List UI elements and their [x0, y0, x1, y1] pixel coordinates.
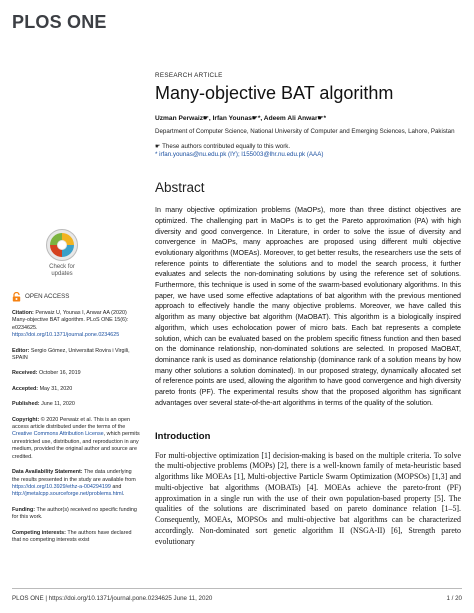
citation-doi-link[interactable]: https://doi.org/10.1371/journal.pone.0234625	[12, 332, 120, 339]
page-number: 1 / 20	[446, 595, 462, 602]
abstract-text: In many objective optimization problems (MaOPs), more than three distinct objectives are optimized. The challenging part in MaOPs is to get the Pareto approximation (PA) with high diversity and good convergence. In Literature, in order to solve the issue of diversity and convergence in MaOPs, many approaches are proposed using different multi objective evolutionary algorithms (MOEAs). Moreover, to get better results, the researchers use the sets of reference points to differentiate the solutions and to model the search process, it further evaluates and selects the non-dominating solutions by using the reference set of solutions. Furthermore, this technique is used in some of the swarm-based evolutionary algorithms. In this paper, we have used some effective adaptations of bat algorithm with the previous mentioned approach to effectively handle the many objective problems. Moreover, we have called this algorithm as many objective bat algorithm (MaOBAT). This algorithm is a biologically inspired algorithm, which uses echolocation power of micro bats. Each bat represents a complete solution, which can be evaluated based on the problem specific fitness function and then based on the dominance relationship, non-dominated solutions are selected. In proposed MaOBAT, dominance rank is used as dominance relationship (dominance rank of a solution means by how many other solutions a solution dominated). In our proposed strategy, dynamically allocated set of reference points are used, allowing the algorithm to have good convergence and high diversity pareto fronts (PF). The experimental results show that the proposed algorithm has significant advantages over several state-of-the-art algorithms in terms of the quality of the solution.	[155, 206, 461, 407]
page-footer	[12, 595, 462, 602]
article-sidebar	[12, 292, 140, 552]
introduction-text: For multi-objective optimization [1] decision-making is based on the multiple criteria. To solve the multi-objective problems (MOPs) [2], there is a well-known family of meta-heuristic based algorithms like MOEAs [1], Multi-objective Particle Swarm Optimization (MOPSOs) [1,3] and multi-objective bat algorithms (MOBATs) [4]. MOEAs achieve the pareto-front (PF) approximation in a single run with the use of their own population-based property [5]. The qualities of the solutions are discriminated based on pareto dominance relation [1–5]. Consequently, MOEAs, MOPSOs and multi-objective bat algorithms can be characterized accordingly. Non-dominated sort genetic algorithm II (NSGA-II) [6], Strength pareto evolutionary	[155, 450, 461, 546]
footer-divider	[12, 588, 462, 589]
editor-block: Editor: Sergio Gómez, Universitat Rovira i Virgili, SPAIN	[12, 347, 130, 362]
check-for-updates-badge[interactable]	[40, 228, 84, 278]
data-link-jmetal[interactable]: http://jmetalcpp.sourceforge.net/problems.html	[12, 491, 123, 498]
affiliation: Department of Computer Science, National University of Computer and Emerging Sciences, Lahore, Pakistan	[155, 127, 455, 135]
accepted-block: Accepted: May 31, 2020	[12, 385, 73, 392]
check-updates-label: Check for updates	[49, 264, 75, 277]
check-updates-icon	[45, 228, 79, 262]
footer-citation[interactable]: PLOS ONE | https://doi.org/10.1371/journal.pone.0234625 June 11, 2020	[12, 595, 213, 602]
article-type: RESEARCH ARTICLE	[155, 72, 223, 79]
journal-logo[interactable]: PLOS ONE	[12, 12, 107, 32]
author-notes	[155, 143, 461, 160]
funding-block: Funding: The author(s) received no specific funding for this work.	[12, 506, 137, 521]
abstract-heading: Abstract	[155, 180, 205, 196]
copyright-block: Copyright: © 2020 Perwaiz et al. This is an open access article distributed under the terms of the Creative Commons Attribution License, which permits unrestricted use, distribution, and reproduction in any medium, provided the original author and source are credited.	[12, 416, 140, 460]
citation-block: Citation: Perwaiz U, Younas I, Anwar AA (2020) Many-objective BAT algorithm. PLoS ONE 15(6): e0234625. https://doi.org/10.1371/journal.pone.0234625	[12, 310, 129, 339]
equal-contribution-note: ☛ These authors contributed equally to this work.	[155, 142, 291, 150]
corresponding-emails[interactable]: * irfan.younas@nu.edu.pk (IY); l155003@lhr.nu.edu.pk (AAA)	[155, 151, 324, 159]
article-main	[155, 72, 461, 548]
author-list[interactable]: Uzman Perwaiz☛, Irfan Younas☛*, Adeem Ali Anwar☛*	[155, 114, 327, 122]
competing-interests-block: Competing interests: The authors have declared that no competing interests exist	[12, 529, 132, 543]
open-access-label: OPEN ACCESS	[12, 292, 140, 302]
data-availability-block: Data Availability Statement: The data underlying the results presented in the study are available from https://doi.org/10.3929/ethz-a-004294199 and http://jmetalcpp.sourceforge.net/problems.html.	[12, 469, 136, 498]
license-link[interactable]: Creative Commons Attribution License	[12, 431, 104, 438]
open-lock-icon	[12, 292, 21, 302]
data-link-ethz[interactable]: https://doi.org/10.3929/ethz-a-004294199	[12, 483, 111, 490]
published-block: Published: June 11, 2020	[12, 401, 75, 408]
introduction-heading: Introduction	[155, 430, 211, 442]
received-block: Received: October 16, 2019	[12, 370, 81, 377]
article-title: Many-objective BAT algorithm	[155, 83, 394, 103]
